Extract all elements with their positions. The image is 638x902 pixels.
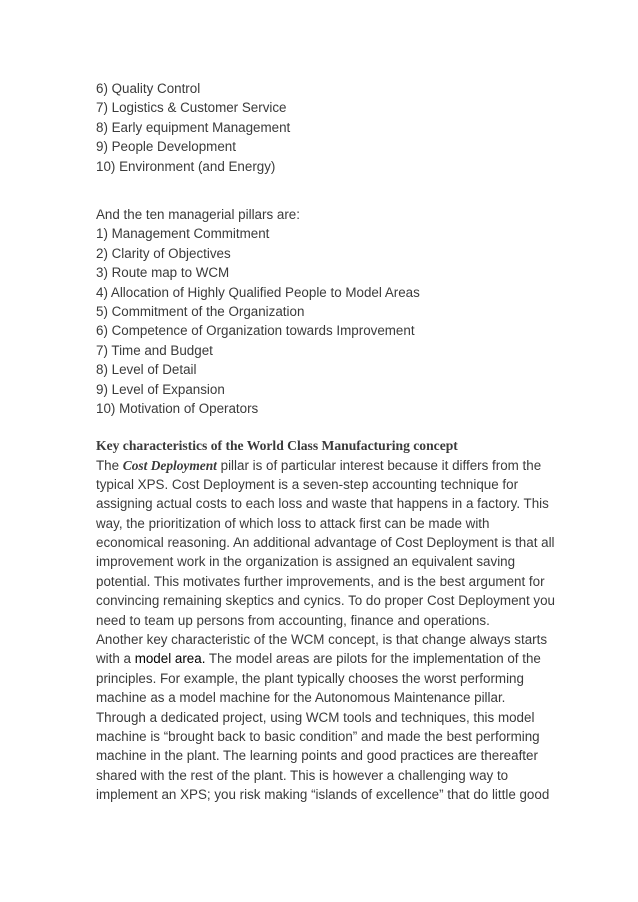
list-item: 6) Quality Control (96, 81, 201, 96)
cost-deployment-emphasis: Cost Deployment (122, 457, 217, 473)
list-item: 6) Competence of Organization towards Improvement (96, 323, 415, 339)
paragraph-line: principles. For example, the plant typically chooses the worst performing (96, 670, 524, 686)
paragraph-line: Another key characteristic of the WCM concept, is that change always starts (96, 632, 548, 648)
technical-pillars-list (96, 79, 290, 176)
paragraph-line: typical XPS. Cost Deployment is a seven-step accounting technique for (96, 476, 519, 492)
paragraph-line: assigning actual costs to each loss and waste that happens in a factory. This (96, 496, 549, 512)
list-item: 8) Level of Detail (96, 362, 197, 378)
text-run: The (96, 457, 123, 473)
text-run: with a (96, 651, 135, 667)
list-item: 3) Route map to WCM (96, 265, 230, 281)
paragraph-line: implement an XPS; you risk making “islands of excellence” that do little good (96, 787, 550, 803)
paragraph-line: potential. This motivates further improvements, and is the best argument for (96, 573, 545, 589)
list-item: 10) Motivation of Operators (96, 400, 259, 416)
managerial-intro: And the ten managerial pillars are: (96, 207, 300, 222)
list-item: 4) Allocation of Highly Qualified People to Model Areas (96, 284, 420, 300)
model-area-link[interactable]: model area. (134, 651, 206, 667)
list-item: 2) Clarity of Objectives (96, 245, 231, 261)
paragraph-line: convincing remaining skeptics and cynics. To do proper Cost Deployment you (96, 593, 555, 609)
list-item: 10) Environment (and Energy) (96, 158, 276, 174)
model-area-paragraph (96, 630, 566, 805)
text-run: pillar is of particular interest because it differs from the (216, 457, 542, 473)
paragraph-line: machine is “brought back to basic condition” and made the best performing (96, 729, 540, 745)
paragraph-line: machine in the plant. The learning points and good practices are thereafter (96, 748, 538, 764)
paragraph-line: need to team up persons from accounting, finance and operations. (96, 612, 490, 628)
paragraph-line: way, the prioritization of which loss to attack first can be made with (96, 515, 490, 531)
list-item: 7) Time and Budget (96, 342, 213, 358)
section-heading: Key characteristics of the World Class Manufacturing concept (96, 438, 458, 453)
list-item: 9) Level of Expansion (96, 381, 225, 397)
list-item: 9) People Development (96, 139, 236, 155)
paragraph-line: economical reasoning. An additional advantage of Cost Deployment is that all (96, 535, 555, 551)
paragraph-line: machine as a model machine for the Autonomous Maintenance pillar. (96, 690, 506, 706)
list-item: 5) Commitment of the Organization (96, 303, 305, 319)
paragraph-line (96, 456, 566, 475)
list-item: 8) Early equipment Management (96, 119, 291, 135)
paragraph-line: improvement work in the organization is assigned an equivalent saving (96, 554, 516, 570)
managerial-pillars-list (96, 224, 420, 418)
paragraph-line: shared with the rest of the plant. This is however a challenging way to (96, 767, 509, 783)
paragraph-line (96, 649, 566, 668)
list-item: 7) Logistics & Customer Service (96, 100, 287, 116)
cost-deployment-paragraph (96, 456, 566, 631)
text-run: The model areas are pilots for the implementation of the (205, 651, 541, 667)
list-item: 1) Management Commitment (96, 226, 270, 242)
paragraph-line: Through a dedicated project, using WCM tools and techniques, this model (96, 709, 535, 725)
